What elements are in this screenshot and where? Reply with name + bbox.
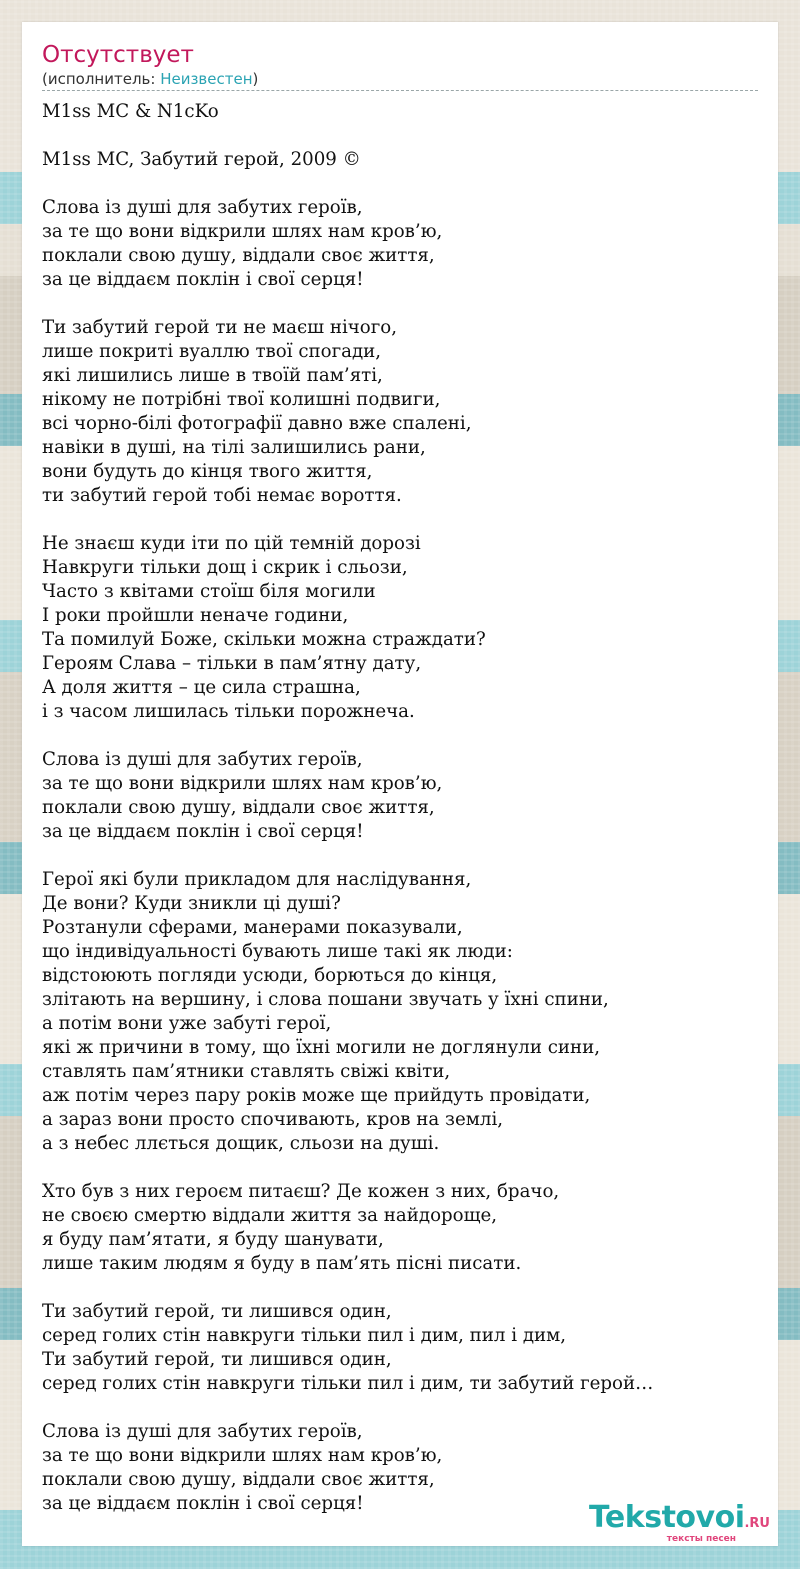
lyric-line: за те що вони відкрили шлях нам кров’ю,	[42, 773, 443, 794]
song-header	[42, 40, 758, 91]
lyric-line: Не знаєш куди іти по цій темній дорозі	[42, 533, 421, 554]
lyric-line: за це віддаєм поклін і свої серця!	[42, 821, 364, 842]
blank-line	[42, 844, 758, 868]
lyrics-card	[22, 22, 778, 1546]
performer-link[interactable]: Неизвестен	[160, 70, 253, 88]
lyric-line: Хто був з них героєм питаєш? Де кожен з них, брачо,	[42, 1181, 560, 1202]
blank-line	[42, 1396, 758, 1420]
blank-line	[42, 724, 758, 748]
lyric-line: Де вони? Куди зникли ці душі?	[42, 893, 341, 914]
lyric-line: я буду пам’ятати, я буду шанувати,	[42, 1229, 384, 1250]
lyric-line: аж потім через пару років може ще прийдуть провідати,	[42, 1085, 591, 1106]
lyric-line: і з часом лишилась тільки порожнеча.	[42, 701, 415, 722]
lyric-line: які ж причини в тому, що їхні могили не доглянули сини,	[42, 1037, 601, 1058]
lyric-line: які лишились лише в твоїй пам’яті,	[42, 365, 383, 386]
lyric-line: нікому не потрібні твої колишні подвиги,	[42, 389, 441, 410]
lyric-line: а потім вони уже забуті герої,	[42, 1013, 332, 1034]
blank-line	[42, 292, 758, 316]
lyric-line: лише покриті вуаллю твої спогади,	[42, 341, 382, 362]
lyric-line: а з небес ллється дощик, сльози на душі.	[42, 1133, 440, 1154]
lyric-line: серед голих стін навкруги тільки пил і дим, ти забутий герой…	[42, 1373, 654, 1394]
lyric-line: лише таким людям я буду в пам’ять пісні писати.	[42, 1253, 522, 1274]
lyric-line: Розтанули сферами, манерами показували,	[42, 917, 463, 938]
lyric-line: за це віддаєм поклін і свої серця!	[42, 1493, 364, 1514]
lyric-line: Героям Слава – тільки в пам’ятну дату,	[42, 653, 422, 674]
lyric-line: що індивідуальності бувають лише такі як люди:	[42, 941, 513, 962]
logo-tld: .RU	[744, 1516, 770, 1531]
lyric-line: злітають на вершину, і слова пошани звучать у їхні спини,	[42, 989, 609, 1010]
lyric-line: Герої які були прикладом для наслідування,	[42, 869, 472, 890]
logo-name: Tekstovoi	[588, 1500, 745, 1535]
lyric-line: Часто з квітами стоїш біля могили	[42, 581, 376, 602]
lyric-line: поклали свою душу, віддали своє життя,	[42, 1469, 435, 1490]
lyric-line: відстоюють погляди усюди, борються до кінця,	[42, 965, 498, 986]
lyric-line: навіки в душі, на тілі залишились рани,	[42, 437, 426, 458]
logo-tagline: тексты песен	[666, 1534, 736, 1544]
lyric-line: а зараз вони просто спочивають, кров на землі,	[42, 1109, 504, 1130]
song-title: Отсутствует	[42, 42, 194, 68]
performer-line	[42, 70, 758, 88]
lyric-line: вони будуть до кінця твого життя,	[42, 461, 373, 482]
performer-suffix: )	[252, 70, 259, 88]
lyric-line: серед голих стін навкруги тільки пил і дим, пил і дим,	[42, 1325, 567, 1346]
lyric-line: M1ss MC & N1cKo	[42, 101, 219, 122]
lyric-line: за це віддаєм поклін і свої серця!	[42, 269, 364, 290]
lyric-line: Та помилуй Боже, скільки можна страждати?	[42, 629, 486, 650]
lyric-line: поклали свою душу, віддали своє життя,	[42, 245, 435, 266]
lyric-line: Слова із душі для забутих героїв,	[42, 749, 363, 770]
lyric-line: Навкруги тільки дощ і скрик і сльози,	[42, 557, 408, 578]
lyric-line: ставлять пам’ятники ставлять свіжі квіти,	[42, 1061, 451, 1082]
lyric-line: M1ss MC, Забутий герой, 2009 ©	[42, 149, 361, 170]
lyric-line: Слова із душі для забутих героїв,	[42, 197, 363, 218]
lyric-line: ти забутий герой тобі немає вороття.	[42, 485, 402, 506]
lyric-line: всі чорно-білі фотографії давно вже спалені,	[42, 413, 472, 434]
lyric-line: І роки пройшли неначе години,	[42, 605, 349, 626]
lyric-line: Ти забутий герой ти не маєш нічого,	[42, 317, 397, 338]
lyric-line: за те що вони відкрили шлях нам кров’ю,	[42, 221, 443, 242]
performer-prefix: (исполнитель:	[42, 70, 161, 88]
blank-line	[42, 124, 758, 148]
lyrics-text	[42, 100, 758, 1516]
lyric-line: за те що вони відкрили шлях нам кров’ю,	[42, 1445, 443, 1466]
lyric-line: не своєю смертю віддали життя за найдороще,	[42, 1205, 498, 1226]
blank-line	[42, 1156, 758, 1180]
lyric-line: Слова із душі для забутих героїв,	[42, 1421, 363, 1442]
blank-line	[42, 172, 758, 196]
blank-line	[42, 508, 758, 532]
blank-line	[42, 1276, 758, 1300]
lyric-line: А доля життя – це сила страшна,	[42, 677, 361, 698]
lyric-line: Ти забутий герой, ти лишився один,	[42, 1349, 392, 1370]
lyric-line: Ти забутий герой, ти лишився один,	[42, 1301, 392, 1322]
lyric-line: поклали свою душу, віддали своє життя,	[42, 797, 435, 818]
site-logo[interactable]	[560, 1502, 770, 1546]
